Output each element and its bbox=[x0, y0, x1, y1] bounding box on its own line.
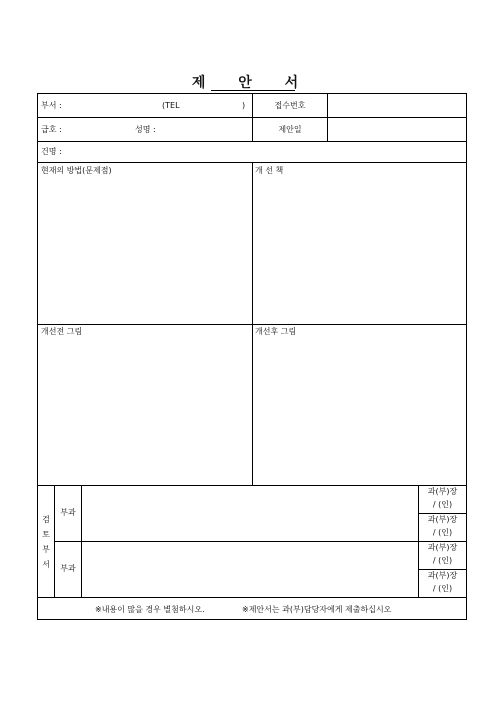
approver-title: 과(부)장 bbox=[427, 487, 458, 496]
row-divider bbox=[54, 541, 466, 542]
col-divider bbox=[81, 485, 82, 597]
row-divider bbox=[418, 569, 466, 570]
footer-note-attach: ※내용이 많을 경우 별첨하시오. bbox=[95, 605, 205, 614]
approver-seal: / (인) bbox=[432, 528, 453, 537]
name-label: 성명 : bbox=[135, 125, 156, 134]
review-dept-name: 부과 bbox=[60, 564, 76, 573]
review-dept-char: 서 bbox=[42, 560, 50, 569]
col-divider bbox=[327, 94, 328, 141]
after-drawing-label: 개선후 그림 bbox=[255, 327, 297, 336]
tel-close: ) bbox=[242, 101, 246, 110]
row-divider bbox=[38, 141, 466, 142]
footer-note-submit: ※제안서는 과(부)담당자에게 제출하십시오 bbox=[242, 605, 392, 614]
approver-seal: / (인) bbox=[432, 500, 453, 509]
approver-title: 과(부)장 bbox=[427, 571, 458, 580]
subject-label: 건명 : bbox=[41, 147, 62, 156]
approver-seal: / (인) bbox=[432, 584, 453, 593]
review-dept-char: 검 bbox=[42, 515, 50, 524]
row-divider bbox=[38, 597, 466, 598]
approver-seal: / (인) bbox=[432, 556, 453, 565]
approver-title: 과(부)장 bbox=[427, 515, 458, 524]
col-divider bbox=[252, 162, 253, 485]
proposal-date-label: 제안일 bbox=[278, 125, 302, 134]
current-method-label: 현재의 방법(문제점) bbox=[41, 166, 112, 175]
col-divider bbox=[54, 485, 55, 597]
approver-title: 과(부)장 bbox=[427, 543, 458, 552]
rank-label: 급호 : bbox=[41, 125, 62, 134]
review-dept-char: 부 bbox=[42, 545, 50, 554]
before-drawing-label: 개선전 그림 bbox=[41, 327, 83, 336]
review-dept-name: 부과 bbox=[60, 508, 76, 517]
dept-label: 부서 : bbox=[41, 101, 62, 110]
receipt-no-label: 접수번호 bbox=[274, 101, 306, 110]
tel-open: (TEL bbox=[162, 101, 180, 110]
improvement-label: 개 선 책 bbox=[255, 166, 284, 175]
review-dept-char: 토 bbox=[42, 530, 50, 539]
row-divider bbox=[38, 485, 466, 486]
title-underline bbox=[211, 90, 295, 91]
proposal-form bbox=[37, 93, 467, 620]
form-title: 제 안 서 bbox=[191, 75, 313, 91]
row-divider bbox=[418, 513, 466, 514]
